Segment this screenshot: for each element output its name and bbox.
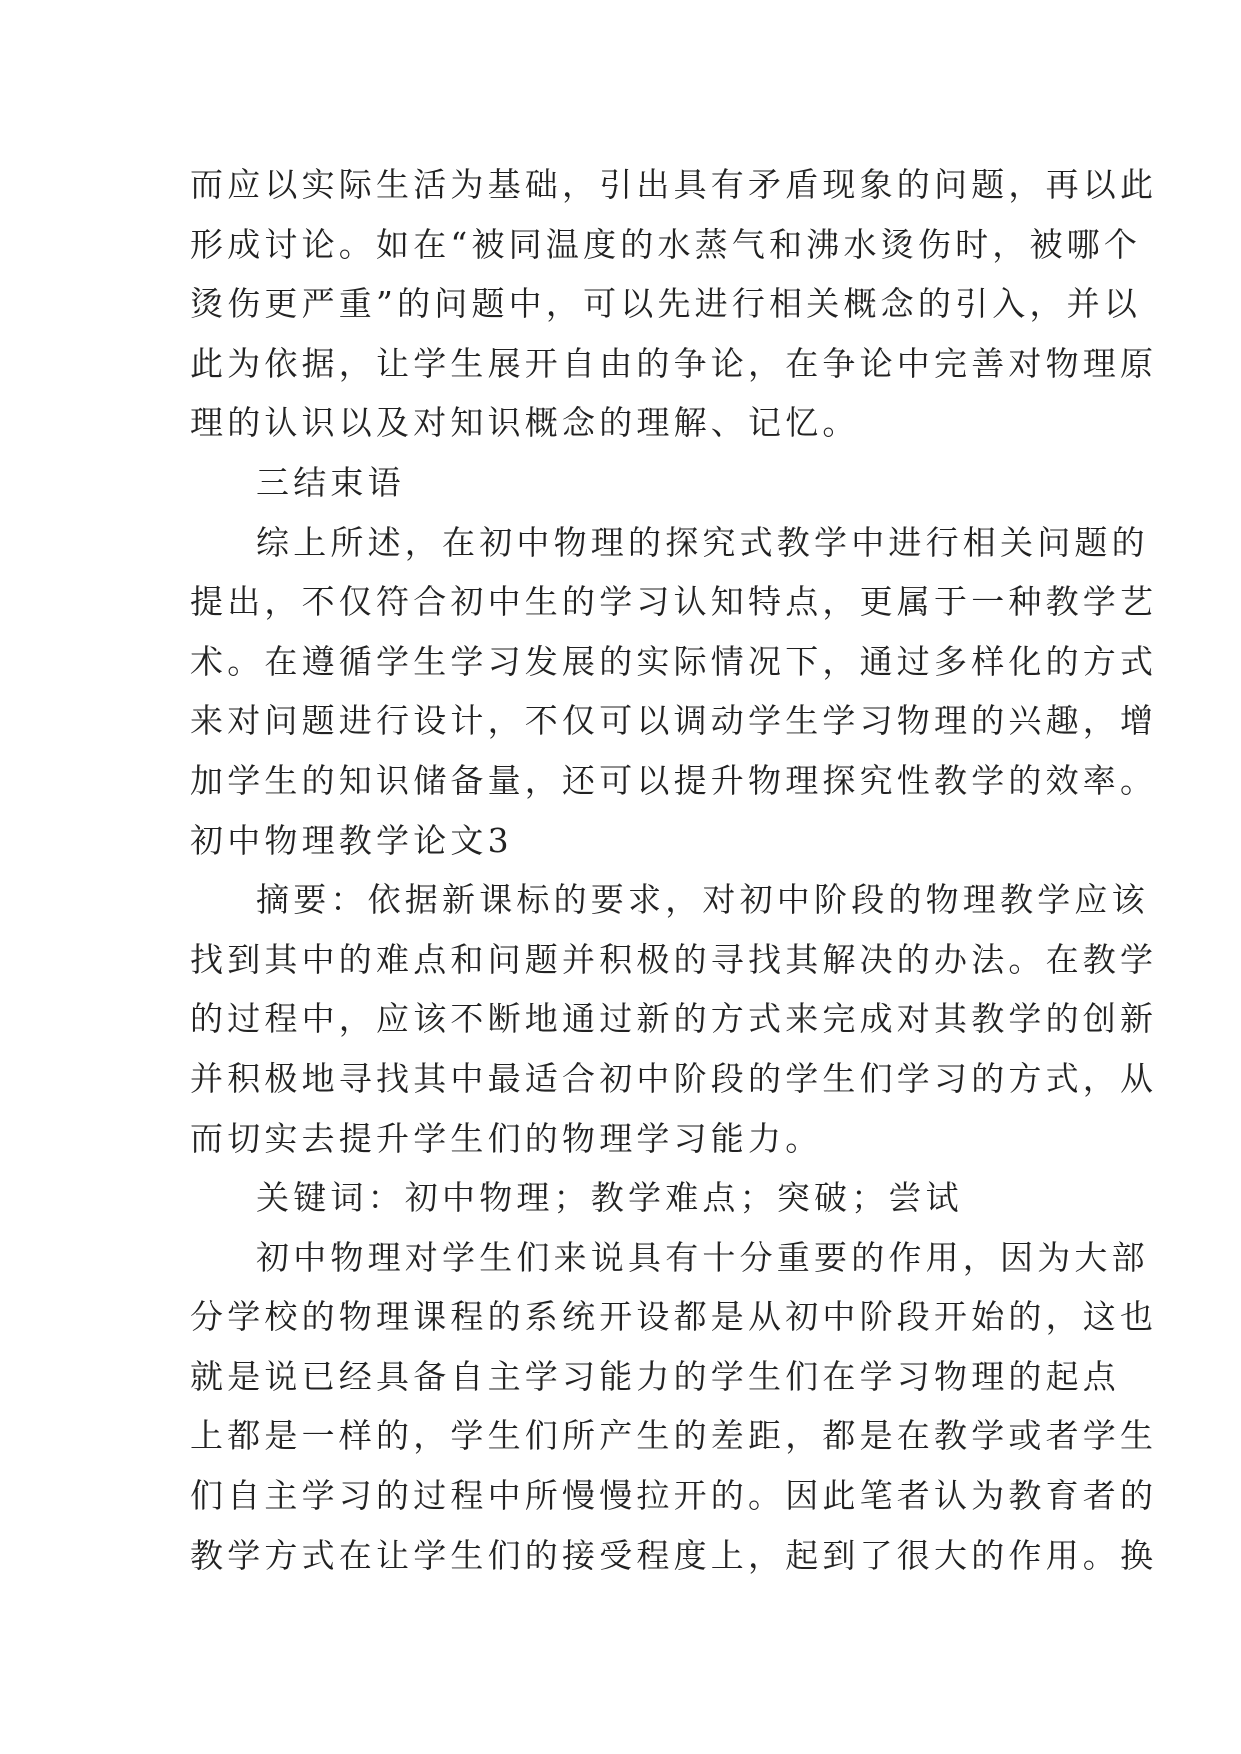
text-line: 形成讨论。如在“被同温度的水蒸气和沸水烫伤时，被哪个 [190,224,1142,264]
text-line: 们自主学习的过程中所慢慢拉开的。因此笔者认为教育者的 [190,1476,1158,1516]
text-line: 理的认识以及对知识概念的理解、记忆。 [190,403,860,443]
text-line: 上都是一样的，学生们所产生的差距，都是在教学或者学生 [190,1416,1158,1456]
text-line: 就是说已经具备自主学习能力的学生们在学习物理的起点 [190,1356,1120,1396]
text-line: 提出，不仅符合初中生的学习认知特点，更属于一种教学艺 [190,582,1158,622]
text-line: 术。在遵循学生学习发展的实际情况下，通过多样化的方式 [190,641,1158,681]
text-line: 摘要：依据新课标的要求，对初中阶段的物理教学应该 [256,880,1149,920]
text-line: 并积极地寻找其中最适合初中阶段的学生们学习的方式，从 [190,1058,1158,1098]
text-line: 而应以实际生活为基础，引出具有矛盾现象的问题，再以此 [190,165,1158,204]
text-line: 加学生的知识储备量，还可以提升物理探究性教学的效率。 [190,760,1158,800]
text-line: 来对问题进行设计，不仅可以调动学生学习物理的兴趣，增 [190,701,1158,741]
section-heading: 初中物理教学论文3 [190,820,513,860]
text-line: 而切实去提升学生们的物理学习能力。 [190,1118,823,1158]
text-line: 烫伤更严重”的问题中，可以先进行相关概念的引入，并以 [190,284,1142,324]
text-line: 此为依据，让学生展开自由的争论，在争论中完善对物理原 [190,343,1158,383]
text-line: 找到其中的难点和问题并积极的寻找其解决的办法。在教学 [190,939,1158,979]
text-line: 教学方式在让学生们的接受程度上，起到了很大的作用。换 [190,1535,1158,1575]
document-body [190,155,1158,1585]
text-line: 三结束语 [256,462,405,502]
text-line: 的过程中，应该不断地通过新的方式来完成对其教学的创新 [190,999,1158,1039]
text-line: 分学校的物理课程的系统开设都是从初中阶段开始的，这也 [190,1297,1158,1337]
text-line: 初中物理对学生们来说具有十分重要的作用，因为大部 [256,1237,1149,1277]
text-line: 综上所述，在初中物理的探究式教学中进行相关问题的 [256,522,1149,562]
text-line: 关键词：初中物理；教学难点；突破；尝试 [256,1178,963,1218]
